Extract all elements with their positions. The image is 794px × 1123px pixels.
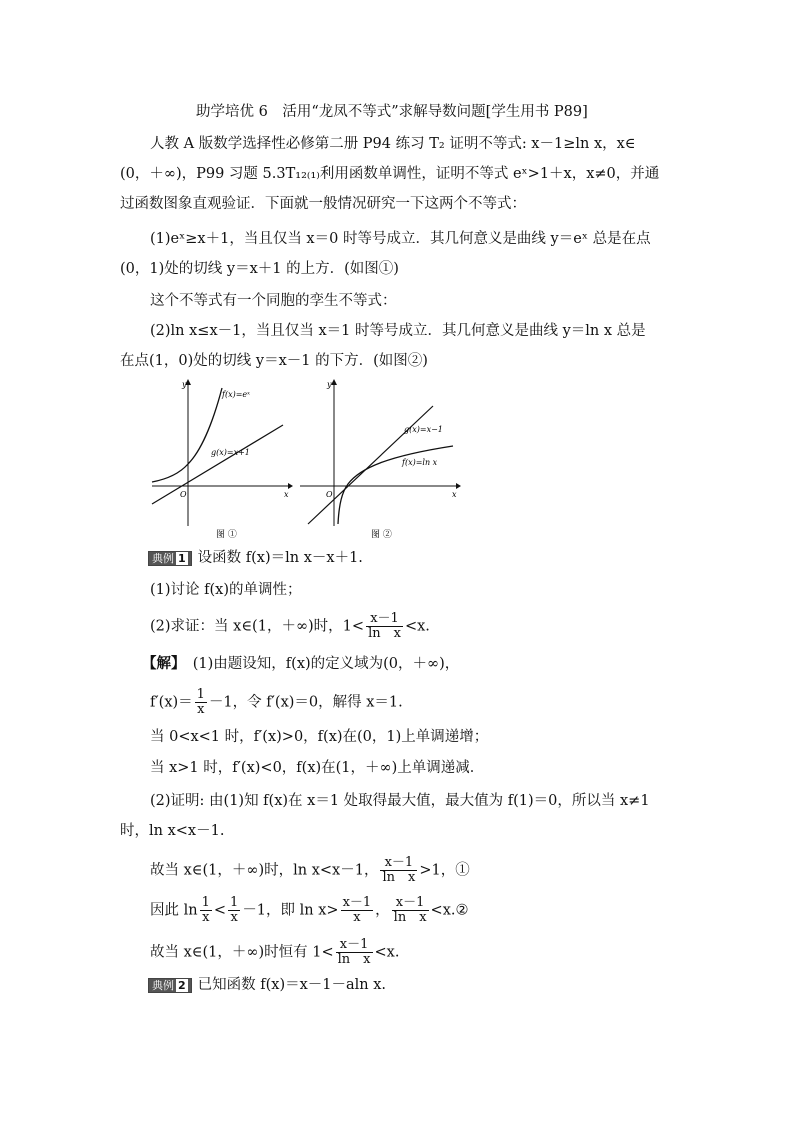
- item2-line-2: 在点(1，0)处的切线 y＝x－1 的下方．(如图②): [120, 353, 428, 369]
- fig1-caption: 图 ①: [216, 530, 237, 540]
- intro-line-3: 过函数图象直观验证．下面就一般情况研究一下这两个不等式：: [120, 196, 526, 212]
- fig2-y-label: y: [327, 380, 332, 389]
- fig1-origin: O: [180, 490, 187, 499]
- q2-fraction: $\frac{x-1}{\text{ln x}}$: [368, 611, 401, 641]
- example-2-tag: 典例 2: [148, 978, 192, 993]
- solution-line-6: 时，ln x<x－1.: [120, 823, 225, 839]
- fig1-g-label: g(x)=x+1: [211, 448, 250, 457]
- intro-line-2: (0，＋∞)，P99 习题 5.3T₁₂₍₁₎利用函数单调性，证明不等式 eˣ>1＋x，x≠0，并通: [120, 166, 660, 182]
- fig2-origin: O: [326, 490, 333, 499]
- figure-1: [148, 376, 293, 541]
- solution-line-4: 当 x>1 时，f′(x)<0，f(x)在(1，＋∞)上单调递减．: [150, 760, 485, 776]
- item1-line-2: (0，1)处的切线 y＝x＋1 的上方．(如图①): [120, 261, 399, 277]
- example-1-q1: (1)讨论 f(x)的单调性；: [150, 582, 302, 598]
- solution-line-5: (2)证明: 由(1)知 f(x)在 x＝1 处取得最大值，最大值为 f(1)＝0，所以当 x≠1: [150, 793, 650, 809]
- fig1-x-label: x: [284, 490, 289, 499]
- fig2-x-arrow: [456, 483, 461, 489]
- figure-2: [298, 376, 463, 541]
- fig2-g-label: g(x)=x−1: [404, 425, 443, 434]
- fig1-f-label: f(x)=eˣ: [222, 390, 250, 399]
- fig1-y-label: y: [182, 380, 187, 389]
- item1-line-1: (1)eˣ≥x＋1，当且仅当 x＝0 时等号成立．其几何意义是曲线 y＝eˣ 总是在点: [150, 231, 651, 247]
- fig2-f-label: f(x)=ln x: [402, 458, 438, 467]
- example-2-statement: 典例 2 已知函数 f(x)＝x－1－aln x.: [148, 975, 386, 995]
- solution-line-8: 因此 ln $\frac{1}{x}$ < $\frac{1}{x}$ －1，即 ln x> $\frac{x-1}{x}$ ， $\frac{x-1}{\text{ln x}}$ <x.②: [150, 895, 469, 925]
- twin-text: 这个不等式有一个同胞的孪生不等式：: [150, 293, 397, 309]
- solution-line-9: 故当 x∈(1，＋∞)时恒有 1< $\frac{x-1}{\text{ln x}}$ <x.: [150, 937, 400, 967]
- fig1-tangent-line: [152, 425, 283, 504]
- fig2-caption: 图 ②: [371, 530, 392, 540]
- example-1-tag: 典例 1: [148, 551, 192, 566]
- intro-line-1: 人教 A 版数学选择性必修第二册 P94 练习 T₂ 证明不等式: x－1≥ln x，x∈: [150, 136, 636, 152]
- example-1-statement: 典例 1 设函数 f(x)＝ln x－x＋1.: [148, 548, 363, 568]
- solution-line-1: 【解】 (1)由题设知，f(x)的定义域为(0，＋∞)，: [142, 655, 460, 672]
- solution-line-3: 当 0<x<1 时，f′(x)>0，f(x)在(0，1)上单调递增；: [150, 729, 489, 745]
- solution-line-7: 故当 x∈(1，＋∞)时，ln x<x－1， $\frac{x-1}{\text{ln x}}$ >1，①: [150, 855, 470, 885]
- item2-line-1: (2)ln x≤x－1，当且仅当 x＝1 时等号成立．其几何意义是曲线 y＝ln x 总是: [150, 323, 646, 339]
- solution-line-2: f′(x)＝ $\frac{1}{x}$ －1，令 f′(x)＝0，解得 x＝1.: [150, 687, 403, 717]
- example-1-q2: (2)求证：当 x∈(1，＋∞)时，1< $\frac{x-1}{\text{ln x}}$ <x.: [150, 611, 430, 641]
- page-title: 助学培优 6 活用“龙凤不等式”求解导数问题[学生用书 P89]: [196, 104, 588, 120]
- fig2-x-label: x: [452, 490, 457, 499]
- fig2-y-arrow: [331, 379, 337, 385]
- fig1-x-arrow: [288, 483, 293, 489]
